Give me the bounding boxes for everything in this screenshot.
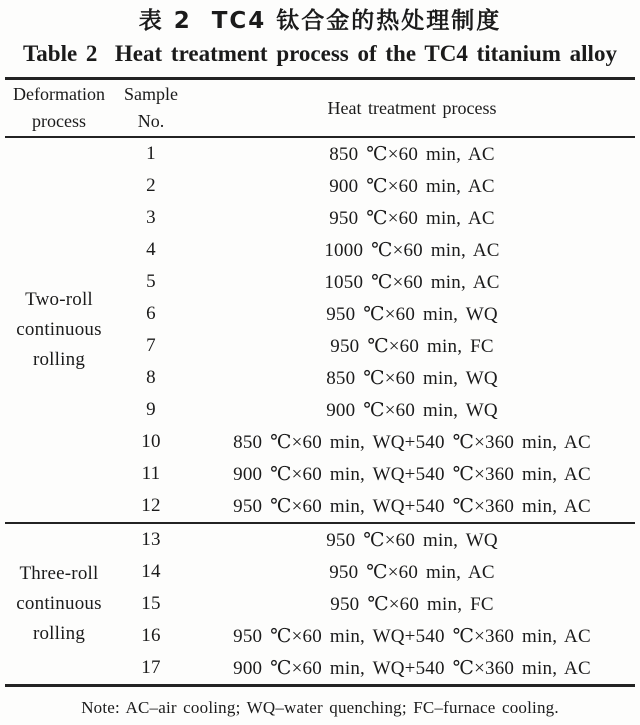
table-note: Note: AC–air cooling; WQ–water quenching; FC–furnace cooling. (81, 698, 559, 717)
process-cell: 950 ℃×60 min, AC (329, 561, 495, 583)
process-cell: 950 ℃×60 min, FC (330, 335, 494, 357)
sample-no-cell: 12 (141, 495, 161, 516)
process-cell: 900 ℃×60 min, WQ+540 ℃×360 min, AC (233, 463, 591, 485)
process-cell: 950 ℃×60 min, FC (330, 593, 494, 615)
sample-no-cell: 10 (141, 431, 161, 452)
sample-no-cell: 17 (141, 657, 161, 678)
process-cell: 850 ℃×60 min, WQ+540 ℃×360 min, AC (233, 431, 591, 453)
process-cell: 850 ℃×60 min, WQ (326, 367, 498, 389)
process-cell: 950 ℃×60 min, WQ+540 ℃×360 min, AC (233, 625, 591, 647)
col-header-sample-no: Sample No. (113, 79, 189, 138)
sample-no-cell: 5 (146, 271, 156, 292)
sample-no-cell: 8 (146, 367, 156, 388)
sample-no-cell: 15 (141, 593, 161, 614)
sample-no-cell: 4 (146, 239, 156, 260)
process-cell: 850 ℃×60 min, AC (329, 143, 495, 165)
process-cell: 1050 ℃×60 min, AC (324, 271, 500, 293)
process-cell: 950 ℃×60 min, AC (329, 207, 495, 229)
table-title-english: Table 2 Heat treatment process of the TC4 titanium alloy (23, 41, 617, 66)
sample-no-cell: 7 (146, 335, 156, 356)
process-cell: 950 ℃×60 min, WQ+540 ℃×360 min, AC (233, 495, 591, 517)
sample-no-cell: 2 (146, 175, 156, 196)
table-title-chinese: 表 2 TC4 钛合金的热处理制度 (138, 8, 502, 34)
col-header-heat-treatment-process: Heat treatment process (189, 79, 635, 138)
process-cell: 950 ℃×60 min, WQ (326, 303, 498, 325)
process-cell: 950 ℃×60 min, WQ (189, 523, 635, 556)
group-label-two-roll: Two-roll continuous rolling (16, 289, 102, 370)
group-label-three-roll: Three-roll continuous rolling (5, 523, 113, 686)
heat-treatment-table (5, 77, 635, 687)
sample-no-cell: 1 (146, 143, 156, 164)
sample-no-cell: 16 (141, 625, 161, 646)
table-row (5, 523, 635, 556)
sample-no-cell: 9 (146, 399, 156, 420)
sample-no-cell: 6 (146, 303, 156, 324)
col-header-deformation-process: Deformation process (5, 79, 113, 138)
header-row (5, 79, 635, 138)
sample-no-cell: 14 (141, 561, 161, 582)
sample-no-cell: 11 (141, 463, 161, 484)
process-cell: 900 ℃×60 min, AC (329, 175, 495, 197)
process-cell: 900 ℃×60 min, WQ+540 ℃×360 min, AC (233, 657, 591, 679)
sample-no-cell: 13 (113, 523, 189, 556)
process-cell: 900 ℃×60 min, WQ (326, 399, 498, 421)
sample-no-cell: 3 (146, 207, 156, 228)
process-cell: 1000 ℃×60 min, AC (324, 239, 500, 261)
table-row (5, 137, 635, 170)
